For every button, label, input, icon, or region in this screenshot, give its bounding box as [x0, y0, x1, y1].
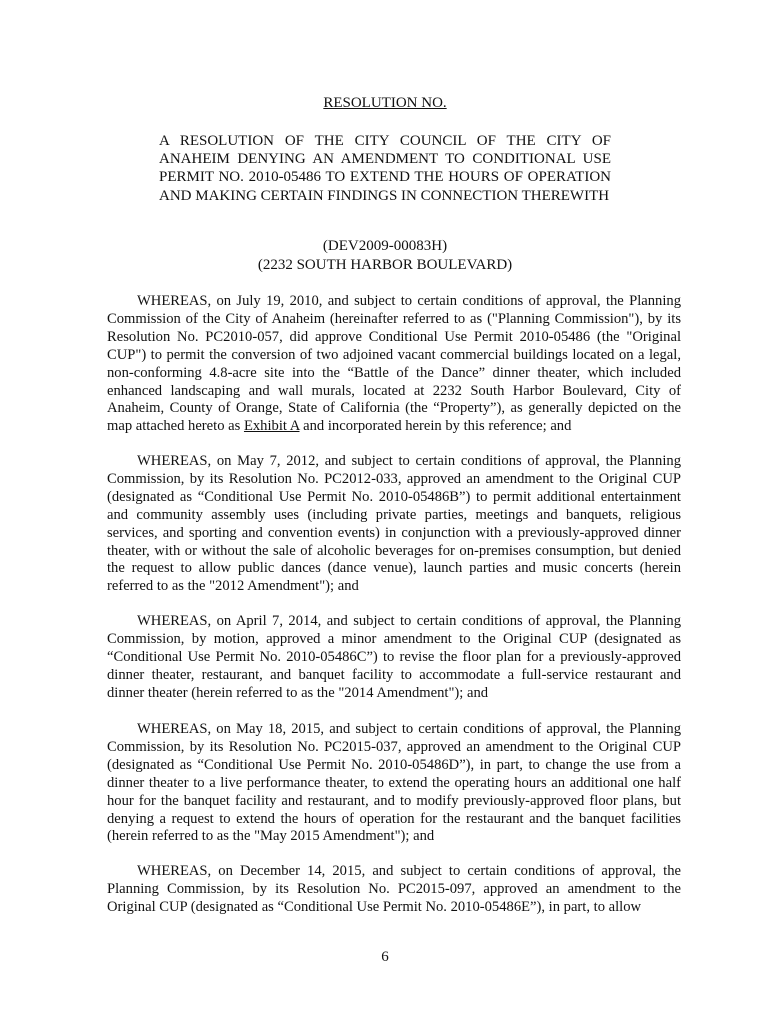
case-number: (DEV2009-00083H) — [322, 238, 448, 254]
whereas-paragraph-1 — [107, 293, 681, 436]
page-number: 6 — [381, 949, 389, 965]
whereas-paragraph-5: WHEREAS, on December 14, 2015, and subject to certain conditions of approval, the Planning Commission, by its Resolution No. PC2015-097, approved an amendment to the Original CUP (designated as “Conditional Use Permit No. 2010-05486E”), in part, to allow — [107, 863, 681, 915]
whereas-paragraph-4: WHEREAS, on May 18, 2015, and subject to certain conditions of approval, the Planning Commission, by its Resolution No. PC2015-037, approved an amendment to the Original CUP (designated as “Conditional Use Permit No. 2010-05486D”), in part, to change the use from a dinner theater to a live performance theater, to extend the operating hours an additional one half hour for the banquet facility and restaurant, and to modify previously-approved floor plans, but denying a request to extend the hours of operation for the restaurant and the banquet facilities (herein referred to as the "May 2015 Amendment"); and — [107, 721, 681, 845]
paragraph-text: WHEREAS, on July 19, 2010, and subject to certain conditions of approval, the Planning Commission of the City of Anaheim (hereinafter referred to as ("Planning Commission"), by its Resolution No. PC2010-057, did approve Conditional Use Permit 2010-05486 (the "Original CUP") to permit the conversion of two adjoined vacant commercial buildings located on a legal, non-conforming 4.8-acre site into the “Battle of the Dance” dinner theater, which included enhanced landscaping and wall murals, located at 2232 South Harbor Boulevard, City of Anaheim, County of Orange, State of California (the “Property”), as generally depicted on the map attached hereto as — [107, 293, 681, 435]
resolution-caption: A RESOLUTION OF THE CITY COUNCIL OF THE CITY OF ANAHEIM DENYING AN AMENDMENT TO CONDITIONAL USE PERMIT NO. 2010-05486 TO EXTEND THE HOURS OF OPERATION AND MAKING CERTAIN FINDINGS IN CONNECTION THEREWITH — [159, 133, 611, 204]
property-address: (2232 SOUTH HARBOR BOULEVARD) — [257, 257, 513, 273]
exhibit-a-reference: Exhibit A — [243, 418, 300, 435]
whereas-paragraph-3: WHEREAS, on April 7, 2014, and subject to certain conditions of approval, the Planning Commission, by motion, approved a minor amendment to the Original CUP (designated as “Conditional Use Permit No. 2010-05486C”) to revise the floor plan for a previously-approved dinner theater, restaurant, and banquet facility to accommodate a full-service restaurant and dinner theater (herein referred to as the "2014 Amendment"); and — [107, 613, 681, 701]
resolution-heading: RESOLUTION NO. — [323, 95, 447, 111]
whereas-paragraph-2: WHEREAS, on May 7, 2012, and subject to certain conditions of approval, the Planning Commission, by its Resolution No. PC2012-033, approved an amendment to the Original CUP (designated as “Conditional Use Permit No. 2010-05486B”) to permit additional entertainment and community assembly uses (including private parties, meetings and banquets, religious services, and sporting and convention events) in conjunction with a previously-approved dinner theater, with or without the sale of alcoholic beverages for on-premises consumption, but denied the request to allow public dances (dance venue), launch parties and music concerts (herein referred to as the "2012 Amendment"); and — [107, 453, 681, 595]
paragraph-text: and incorporated herein by this reference; and — [299, 418, 572, 435]
